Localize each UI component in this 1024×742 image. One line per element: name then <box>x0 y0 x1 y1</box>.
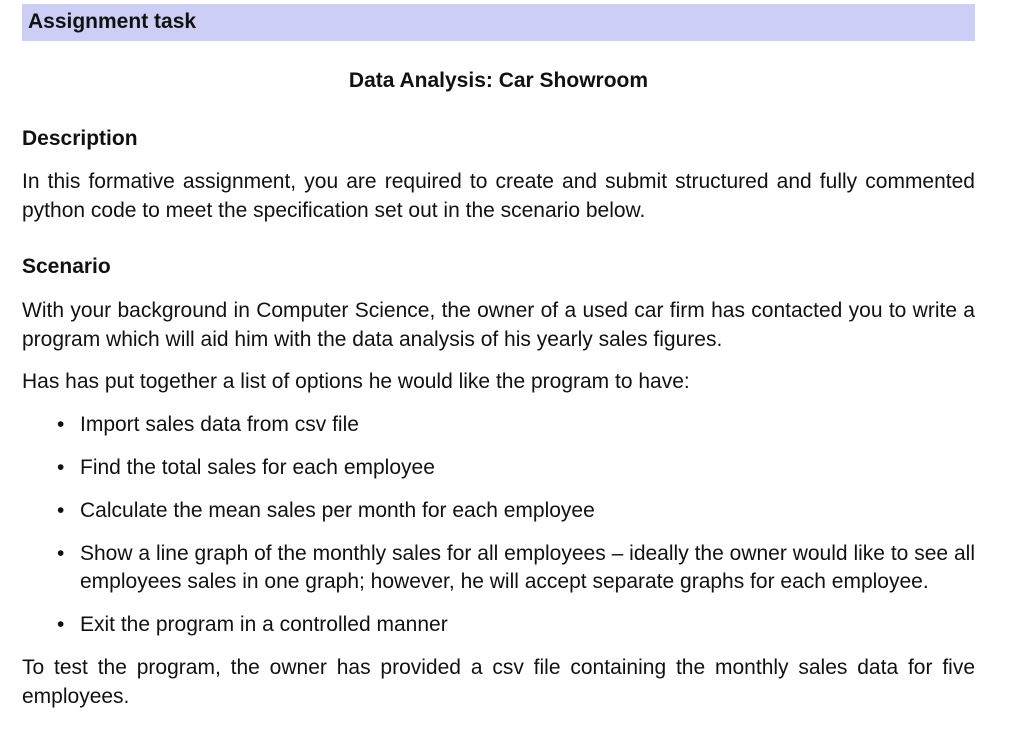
bullet-icon: • <box>57 412 65 436</box>
list-item-text: Import sales data from csv file <box>80 412 359 436</box>
list-item <box>22 540 975 597</box>
closing-text: To test the program, the owner has provided a csv file containing the monthly sales data for five employees. <box>22 656 975 708</box>
description-heading: Description <box>22 127 138 150</box>
options-list-intro: Has has put together a list of options he would like the program to have: <box>22 370 690 393</box>
list-item-text: Find the total sales for each employee <box>80 455 435 479</box>
bullet-icon: • <box>57 613 65 636</box>
assignment-page <box>22 4 975 711</box>
options-list <box>22 411 975 640</box>
scenario-intro-text: With your background in Computer Science, the owner of a used car firm has contacted you to write a program which will aid him with the data analysis of his yearly sales figures. <box>22 299 975 351</box>
bullet-icon: • <box>57 498 65 522</box>
bullet-icon: • <box>57 541 65 565</box>
list-item-text: Calculate the mean sales per month for each employee <box>80 498 595 522</box>
assignment-header-label: Assignment task <box>28 10 197 33</box>
assignment-header-bar <box>22 4 975 41</box>
list-item <box>22 454 975 483</box>
list-item <box>22 411 975 440</box>
list-item <box>22 497 975 526</box>
list-item-text: Exit the program in a controlled manner <box>80 613 448 636</box>
list-item <box>22 611 975 640</box>
bullet-icon: • <box>57 455 65 479</box>
description-text: In this formative assignment, you are required to create and submit structured and fully commented python code to meet the specification set out in the scenario below. <box>22 170 975 222</box>
document-title: Data Analysis: Car Showroom <box>348 69 649 92</box>
scenario-heading: Scenario <box>22 255 111 278</box>
list-item-text: Show a line graph of the monthly sales for all employees – ideally the owner would like to see all employees sales in one graph; however, he will accept separate graphs for each employee. <box>80 541 975 593</box>
